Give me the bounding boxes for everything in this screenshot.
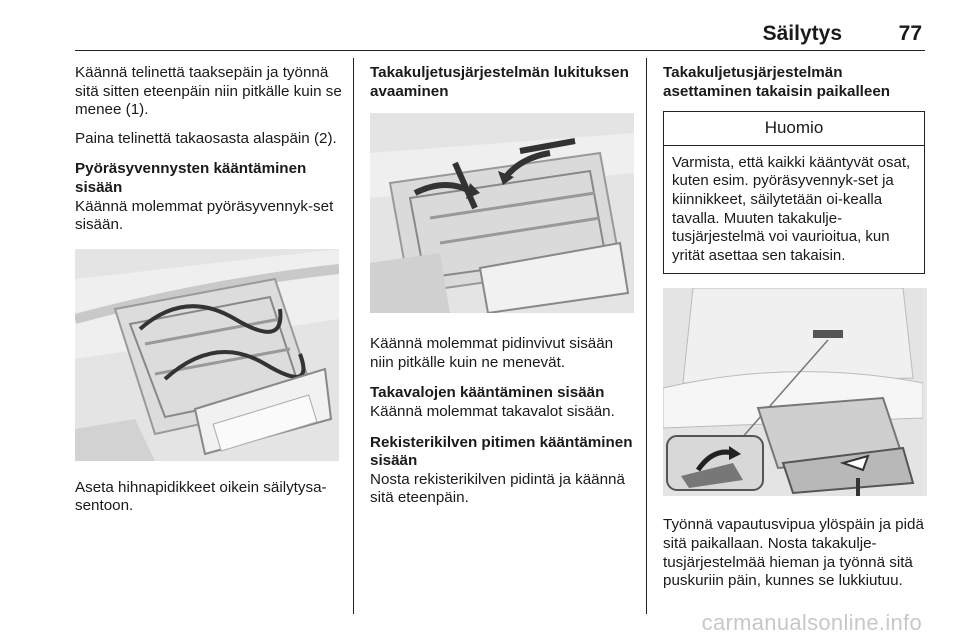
paragraph: Käännä molemmat takavalot sisään. — [370, 402, 615, 420]
section-heading: Takavalojen kääntäminen sisään — [370, 384, 605, 402]
section-heading: Rekisterikilven pitimen kääntäminen sisään — [370, 433, 633, 470]
header-rule — [75, 50, 925, 51]
carrier-illustration — [663, 288, 923, 496]
carrier-illustration — [370, 113, 634, 313]
column-1 — [75, 64, 343, 526]
section-heading: Pyöräsyvennysten kääntäminen sisään — [75, 160, 307, 196]
section-heading: Takakuljetusjärjestelmän asettaminen takaisin paikalleen — [663, 64, 891, 100]
caution-box — [663, 111, 925, 274]
column-divider-2 — [646, 58, 647, 614]
paragraph: Käännä molemmat pyöräsyvennyk-set sisään. — [75, 197, 334, 234]
paragraph: Työnnä vapautusvipua ylöspäin ja pidä sitä paikallaan. Nosta takakulje-tusjärjestelmää hieman ja työnnä sitä puskuriin päin, kunnes se lukkiutuu. — [663, 516, 924, 590]
column-2 — [370, 64, 638, 518]
section-title: Säilytys — [762, 22, 842, 45]
carrier-illustration — [75, 249, 339, 461]
paragraph: Käännä telinettä taaksepäin ja työnnä sitä sitten eteenpäin niin pitkälle kuin se menee (1). — [75, 64, 342, 119]
figure-wheel-wells — [75, 249, 339, 461]
caution-title: Huomio — [664, 112, 924, 146]
figure-reinsertion — [663, 288, 927, 496]
paragraph: Käännä molemmat pidinvivut sisään niin pitkälle kuin ne menevät. — [370, 335, 614, 371]
column-divider-1 — [353, 58, 354, 614]
page-number: 77 — [898, 22, 922, 45]
paragraph: Paina telinettä takaosasta alaspäin (2). — [75, 129, 337, 147]
figure-caption: Aseta hihnapidikkeet oikein säilytysa-sentoon. — [75, 478, 327, 515]
watermark: carmanualsonline.info — [701, 610, 922, 635]
column-3 — [663, 64, 927, 601]
caution-text: Varmista, että kaikki kääntyvät osat, kuten esim. pyöräsyvennyk-set ja kiinnikkeet, säilytetään oi-kealla tavalla. Muuten takakulje-tusjärjestelmä voi vaurioitua, kun yrität asettaa sen takaisin. — [672, 153, 911, 264]
figure-unlocking — [370, 113, 634, 313]
paragraph: Nosta rekisterikilven pidintä ja käännä sitä eteenpäin. — [370, 470, 625, 507]
section-heading: Takakuljetusjärjestelmän lukituksen avaaminen — [370, 64, 629, 100]
page-header — [0, 0, 960, 52]
